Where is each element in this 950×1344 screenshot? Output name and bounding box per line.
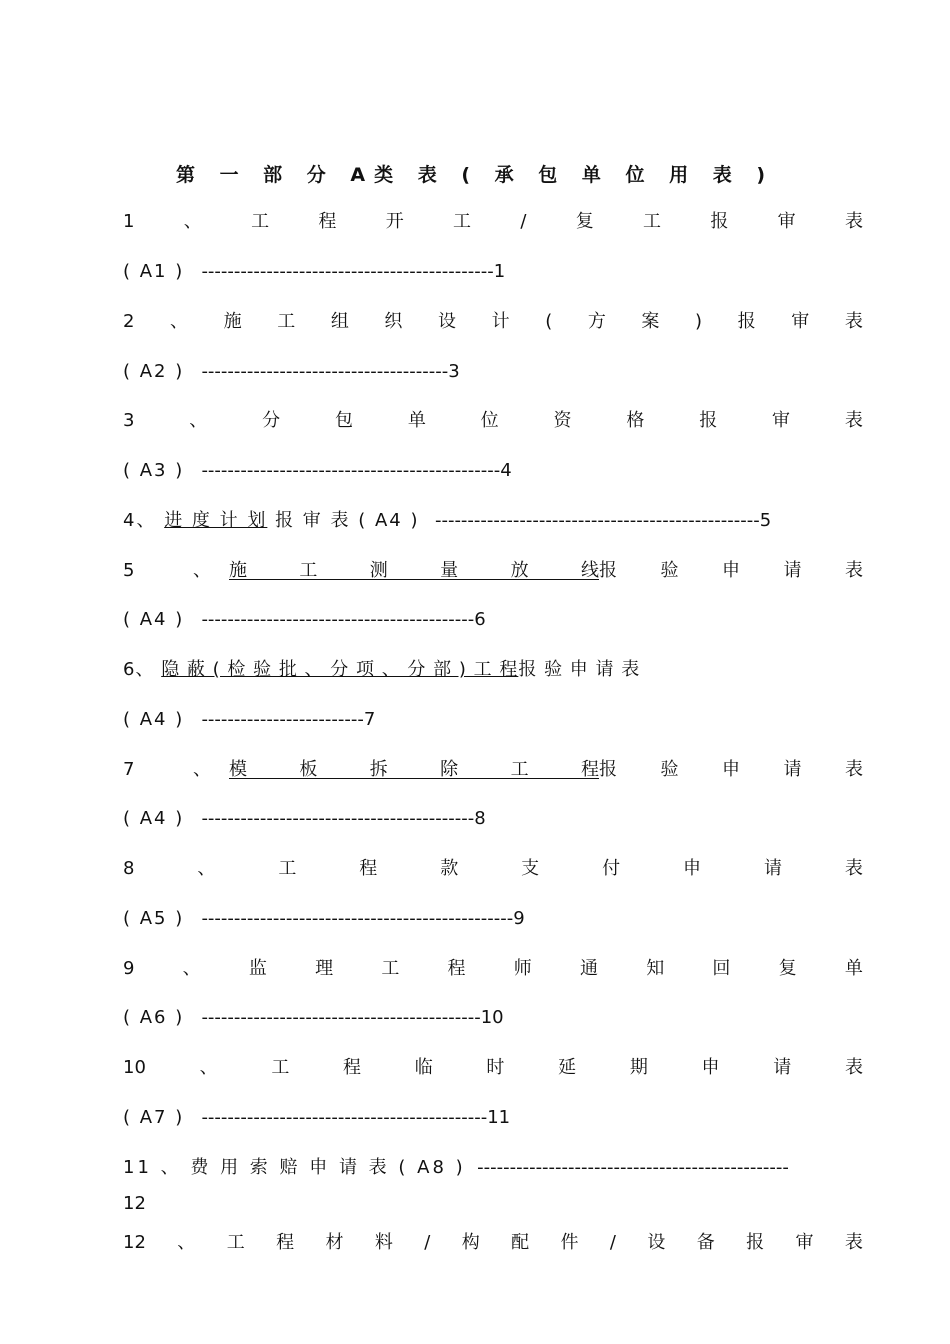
page-number: 1 xyxy=(493,261,506,282)
toc-char: 程 xyxy=(359,858,378,879)
toc-char: 5 xyxy=(123,560,135,581)
toc-char: 包 xyxy=(334,410,353,431)
toc-char: 分 xyxy=(262,410,281,431)
toc-char: 2 xyxy=(123,311,135,332)
toc-char: 请 xyxy=(783,759,802,780)
toc-char: 拆 xyxy=(369,759,388,780)
toc-char: 师 xyxy=(513,958,532,979)
toc-char: 申 xyxy=(722,759,740,780)
underlined-link[interactable] xyxy=(229,758,599,779)
page-number: 7 xyxy=(363,709,376,730)
toc-char: 延 xyxy=(558,1057,577,1078)
page-number: 12 xyxy=(123,1193,146,1214)
toc-entry-12[interactable] xyxy=(123,1231,863,1255)
toc-char: 报 xyxy=(599,759,617,780)
toc-char: 放 xyxy=(510,560,529,581)
page-number: 5 xyxy=(759,510,774,531)
toc-char: 审 xyxy=(777,211,796,232)
toc-char: 工 xyxy=(381,958,400,979)
toc-char: 表 xyxy=(844,858,863,879)
toc-char: 开 xyxy=(385,211,404,232)
toc-entry-9-code: ( A6 ) -------------------------------------------10 xyxy=(123,1007,504,1028)
page-number: 8 xyxy=(474,808,486,829)
toc-char: 工 xyxy=(299,560,318,581)
toc-char: 单 xyxy=(844,958,863,979)
toc-char: 申 xyxy=(683,858,702,879)
toc-char: 验 xyxy=(660,759,679,780)
toc-entry-8[interactable] xyxy=(123,857,863,881)
toc-char: 3 xyxy=(123,410,135,431)
toc-char: 程 xyxy=(447,958,466,979)
toc-char: 10 xyxy=(123,1057,146,1078)
toc-entry-6-code: ( A4 ) -------------------------7 xyxy=(123,709,376,730)
toc-char: 表 xyxy=(844,1232,863,1253)
toc-char: 工 xyxy=(271,1057,290,1078)
underlined-link[interactable] xyxy=(229,559,599,580)
toc-char: 程 xyxy=(580,759,599,780)
toc-char: 、 xyxy=(193,759,211,780)
toc-entry-7[interactable] xyxy=(123,758,863,782)
toc-char: 审 xyxy=(772,410,791,431)
toc-char: 表 xyxy=(844,410,863,431)
page-number: 3 xyxy=(448,361,460,382)
toc-char: 复 xyxy=(575,211,594,232)
toc-char: 程 xyxy=(343,1057,362,1078)
toc-char: 请 xyxy=(783,560,802,581)
toc-entry-3[interactable] xyxy=(123,409,863,433)
toc-char: 9 xyxy=(123,958,135,979)
toc-char: 工 xyxy=(226,1232,245,1253)
toc-char: 格 xyxy=(626,410,645,431)
toc-char: 期 xyxy=(629,1057,648,1078)
toc-char: 设 xyxy=(647,1232,666,1253)
toc-char: 料 xyxy=(374,1232,393,1253)
toc-char: 审 xyxy=(791,311,810,332)
toc-char: 模 xyxy=(229,759,247,780)
toc-char: ) xyxy=(695,311,703,332)
toc-char: ( xyxy=(545,311,553,332)
toc-char: 单 xyxy=(407,410,426,431)
toc-char: 材 xyxy=(325,1232,344,1253)
toc-char: 、 xyxy=(170,311,189,332)
toc-char: 临 xyxy=(414,1057,433,1078)
toc-entry-5-code: ( A4 ) ------------------------------------------6 xyxy=(123,609,486,630)
toc-char: 理 xyxy=(315,958,334,979)
toc-char: 工 xyxy=(277,311,296,332)
toc-char: 支 xyxy=(521,858,540,879)
toc-char: 工 xyxy=(643,211,662,232)
toc-char: 、 xyxy=(197,858,216,879)
page-number: 6 xyxy=(474,609,486,630)
toc-char: 报 xyxy=(599,560,617,581)
toc-entry-1[interactable] xyxy=(123,210,863,234)
toc-char: 、 xyxy=(193,560,211,581)
toc-char: / xyxy=(424,1232,431,1253)
toc-char: 、 xyxy=(182,958,201,979)
toc-char: 监 xyxy=(248,958,267,979)
toc-char: 方 xyxy=(587,311,606,332)
toc-char: 工 xyxy=(453,211,472,232)
toc-entry-11[interactable]: 11 、 费 用 索 赔 申 请 表 ( A8 ) ------------------------------------------------ xyxy=(123,1157,789,1178)
toc-char: 申 xyxy=(701,1057,720,1078)
toc-char: 位 xyxy=(480,410,499,431)
toc-char: 7 xyxy=(123,759,135,780)
toc-char: 板 xyxy=(299,759,318,780)
page-title: 第 一 部 分 A类 表 ( 承 包 单 位 用 表 ) xyxy=(175,164,775,186)
toc-char: 请 xyxy=(773,1057,792,1078)
toc-char: / xyxy=(520,211,527,232)
toc-char: 施 xyxy=(223,311,242,332)
toc-char: 测 xyxy=(369,560,388,581)
toc-char: 时 xyxy=(486,1057,505,1078)
toc-char: 织 xyxy=(384,311,403,332)
toc-char: 设 xyxy=(438,311,457,332)
toc-char: 、 xyxy=(199,1057,218,1078)
page-number: 11 xyxy=(487,1107,511,1128)
toc-char: 审 xyxy=(795,1232,814,1253)
toc-char: 报 xyxy=(737,311,756,332)
toc-char: 线 xyxy=(580,560,599,581)
toc-entry-10-code: ( A7 ) --------------------------------------------11 xyxy=(123,1107,511,1128)
toc-char: 构 xyxy=(461,1232,480,1253)
toc-char: 12 xyxy=(123,1232,146,1253)
toc-char: 表 xyxy=(844,211,863,232)
toc-entry-2-code: ( A2 ) --------------------------------------3 xyxy=(123,361,460,382)
toc-char: 回 xyxy=(712,958,731,979)
toc-char: 表 xyxy=(845,560,863,581)
toc-char: 请 xyxy=(763,858,782,879)
toc-entry-3-code: ( A3 ) ----------------------------------------------4 xyxy=(123,460,512,481)
toc-entry-11-page xyxy=(123,1192,863,1216)
toc-char: 案 xyxy=(641,311,660,332)
toc-entry-6[interactable]: 6、 隐 蔽 ( 检 验 批 、 分 项 、 分 部 ) 工 程报 验 申 请 表 xyxy=(123,659,641,680)
toc-char: 报 xyxy=(746,1232,765,1253)
toc-char: 计 xyxy=(491,311,510,332)
toc-char: 除 xyxy=(440,759,459,780)
toc-char: 组 xyxy=(330,311,349,332)
toc-char: 资 xyxy=(553,410,572,431)
toc-char: 、 xyxy=(177,1232,196,1253)
toc-entry-5[interactable] xyxy=(123,559,863,583)
toc-char: 施 xyxy=(229,560,247,581)
toc-char: 申 xyxy=(722,560,740,581)
toc-char: 8 xyxy=(123,858,135,879)
toc-char: 表 xyxy=(845,759,863,780)
toc-char: 、 xyxy=(189,410,208,431)
toc-entry-10[interactable] xyxy=(123,1056,863,1080)
toc-char: 通 xyxy=(579,958,598,979)
toc-char: 知 xyxy=(646,958,665,979)
toc-char: 备 xyxy=(696,1232,715,1253)
toc-entry-7-code: ( A4 ) ------------------------------------------8 xyxy=(123,808,486,829)
toc-char: / xyxy=(609,1232,616,1253)
toc-char: 复 xyxy=(778,958,797,979)
toc-char: 报 xyxy=(710,211,729,232)
toc-char: 配 xyxy=(511,1232,530,1253)
toc-entry-2[interactable] xyxy=(123,310,863,334)
toc-char: 工 xyxy=(251,211,270,232)
toc-char: 工 xyxy=(278,858,297,879)
toc-char: 程 xyxy=(318,211,337,232)
toc-entry-9[interactable] xyxy=(123,957,863,981)
toc-char: 1 xyxy=(123,211,135,232)
toc-char: 、 xyxy=(183,211,202,232)
toc-char: 程 xyxy=(276,1232,295,1253)
page-number: 9 xyxy=(513,908,525,929)
toc-char: 付 xyxy=(602,858,621,879)
toc-char: 量 xyxy=(440,560,459,581)
toc-entry-4[interactable]: 4、 进 度 计 划 报 审 表 ( A4 ) --------------------------------------------------5 xyxy=(123,510,774,531)
toc-entry-8-code: ( A5 ) ------------------------------------------------9 xyxy=(123,908,525,929)
toc-char: 款 xyxy=(440,858,459,879)
toc-char: 表 xyxy=(844,1057,863,1078)
toc-char: 件 xyxy=(560,1232,579,1253)
toc-entry-1-code: ( A1 ) ---------------------------------------------1 xyxy=(123,261,506,282)
toc-char: 报 xyxy=(699,410,718,431)
page-number: 4 xyxy=(500,460,512,481)
toc-char: 表 xyxy=(844,311,863,332)
page-number: 10 xyxy=(480,1007,504,1028)
toc-char: 工 xyxy=(510,759,529,780)
toc-char: 验 xyxy=(660,560,679,581)
